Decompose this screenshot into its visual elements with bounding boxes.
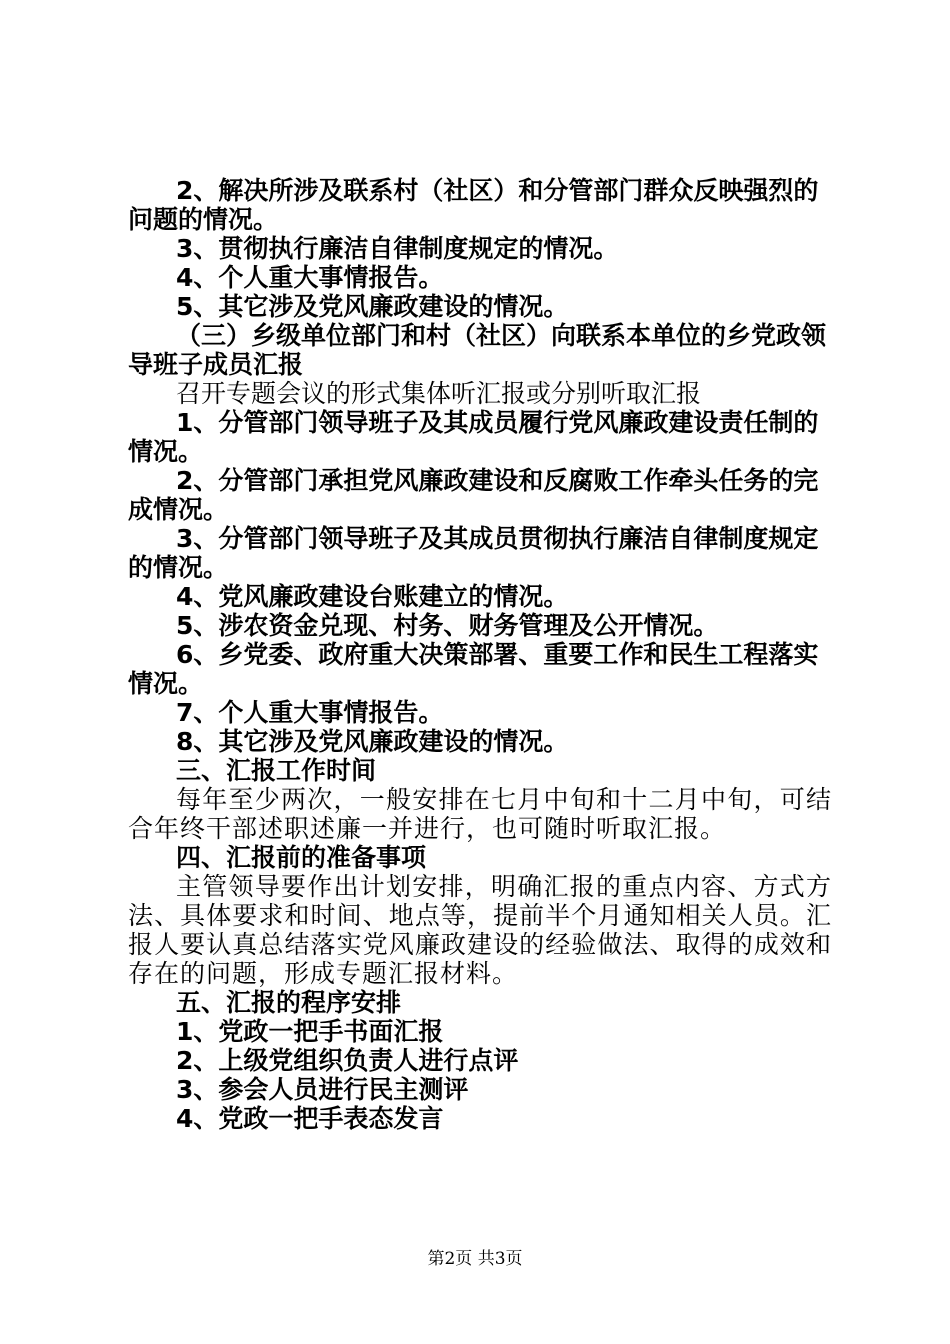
paragraph-item-5: 5、其它涉及党风廉政建设的情况。 <box>176 292 569 321</box>
paragraph-dept-item-5: 5、涉农资金兑现、村务、财务管理及公开情况。 <box>176 611 719 640</box>
paragraph-procedure-item-4: 4、党政一把手表态发言 <box>176 1104 444 1133</box>
paragraph-dept-item-6: 6、乡党委、政府重大决策部署、重要工作和民生工程落实情况。 <box>128 640 819 698</box>
paragraph-item-3: 3、贯彻执行廉洁自律制度规定的情况。 <box>176 234 619 263</box>
paragraph-dept-item-1: 1、分管部门领导班子及其成员履行党风廉政建设责任制的情况。 <box>128 408 819 466</box>
subsection-heading-3: （三）乡级单位部门和村（社区）向联系本单位的乡党政领导班子成员汇报 <box>128 321 827 379</box>
paragraph-item-4: 4、个人重大事情报告。 <box>176 263 444 292</box>
section-heading-time: 三、汇报工作时间 <box>176 756 377 785</box>
page-number-footer: 第2页 共3页 <box>427 1249 523 1269</box>
document-body <box>128 176 832 1133</box>
paragraph-dept-item-8: 8、其它涉及党风廉政建设的情况。 <box>176 727 569 756</box>
paragraph-item-2: 2、解决所涉及联系村（社区）和分管部门群众反映强烈的问题的情况。 <box>128 176 819 234</box>
section-heading-procedure: 五、汇报的程序安排 <box>176 988 402 1017</box>
paragraph-method: 召开专题会议的形式集体听汇报或分别听取汇报 <box>176 379 702 408</box>
section-heading-preparation: 四、汇报前的准备事项 <box>176 843 427 872</box>
paragraph-dept-item-4: 4、党风廉政建设台账建立的情况。 <box>176 582 569 611</box>
paragraph-preparation-body: 主管领导要作出计划安排，明确汇报的重点内容、方式方法、具体要求和时间、地点等，提前半个月通知相关人员。汇报人要认真总结落实党风廉政建设的经验做法、取得的成效和存在的问题，形成专题汇报材料。 <box>128 872 832 988</box>
paragraph-dept-item-3: 3、分管部门领导班子及其成员贯彻执行廉洁自律制度规定的情况。 <box>128 524 819 582</box>
paragraph-dept-item-2: 2、分管部门承担党风廉政建设和反腐败工作牵头任务的完成情况。 <box>128 466 819 524</box>
paragraph-procedure-item-2: 2、上级党组织负责人进行点评 <box>176 1046 519 1075</box>
paragraph-procedure-item-3: 3、参会人员进行民主测评 <box>176 1075 469 1104</box>
paragraph-time-body: 每年至少两次，一般安排在七月中旬和十二月中旬，可结合年终干部述职述廉一并进行，也可随时听取汇报。 <box>128 785 832 843</box>
paragraph-procedure-item-1: 1、党政一把手书面汇报 <box>176 1017 444 1046</box>
paragraph-dept-item-7: 7、个人重大事情报告。 <box>176 698 444 727</box>
